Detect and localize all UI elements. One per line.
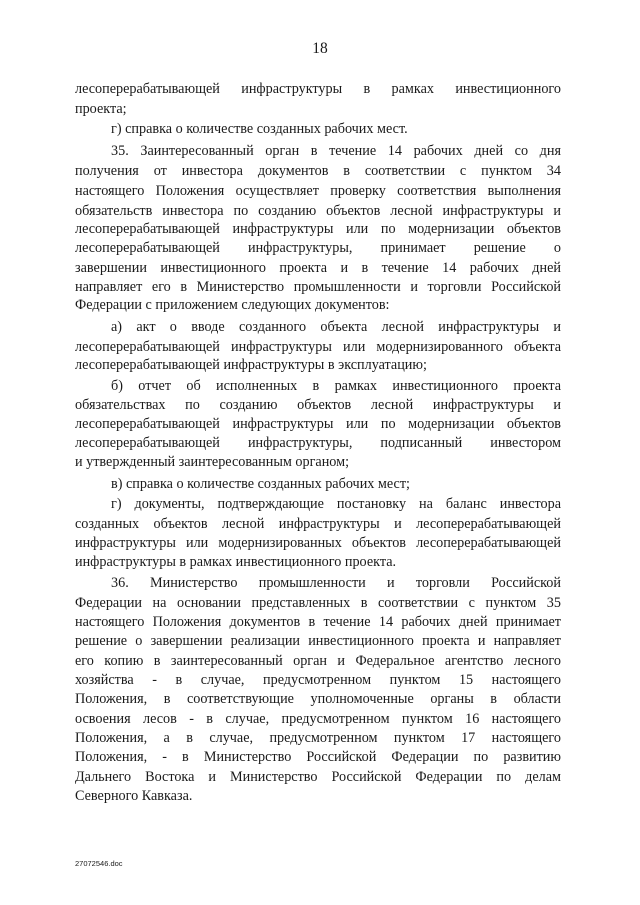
text-line: Положения, - в Министерство Российской Федерации по развитию (75, 749, 561, 765)
text-line: освоения лесов - в случае, предусмотренном пунктом 16 настоящего (75, 711, 561, 727)
text-line: лесоперерабатывающей инфраструктуры или по модернизации объектов (75, 416, 561, 432)
text-line: завершении инвестиционного проекта и в течение 14 рабочих дней (75, 260, 561, 276)
text-line: его копию в заинтересованный орган и Федеральное агентство лесного (75, 653, 561, 669)
text-line: а) акт о вводе созданного объекта лесной инфраструктуры и (111, 319, 561, 335)
text-line: Положения, а в случае, предусмотренном пунктом 17 настоящего (75, 730, 561, 746)
text-line: направляет его в Министерство промышленности и торговли Российской (75, 279, 561, 295)
text-line: обязательствах по созданию объектов лесной инфраструктуры и (75, 397, 561, 413)
text-line: настоящего Положения осуществляет проверку соответствия выполнения (75, 183, 561, 199)
text-line: в) справка о количестве созданных рабочих мест; (111, 476, 410, 492)
text-line: 36. Министерство промышленности и торговли Российской (111, 575, 561, 591)
text-line: лесоперерабатывающей инфраструктуры или по модернизации объектов (75, 221, 561, 237)
text-line: получения от инвестора документов в соответствии с пунктом 34 (75, 163, 561, 179)
text-line: хозяйства - в случае, предусмотренном пунктом 15 настоящего (75, 672, 561, 688)
text-line: и утвержденный заинтересованным органом; (75, 454, 350, 470)
text-line: Северного Кавказа. (75, 788, 193, 804)
text-line: г) документы, подтверждающие постановку на баланс инвестора (111, 496, 561, 512)
text-line: проекта; (75, 101, 127, 117)
text-line: инфраструктуры в рамках инвестиционного проекта. (75, 554, 397, 570)
text-line: инфраструктуры или модернизированных объектов лесоперерабатывающей (75, 535, 561, 551)
text-line: обязательств инвестора по созданию объектов лесной инфраструктуры и (75, 203, 561, 219)
text-line: г) справка о количестве созданных рабочих мест. (111, 121, 408, 137)
text-line: Федерации на основании представленных в соответствии с пунктом 35 (75, 595, 561, 611)
text-line: решение о завершении реализации инвестиционного проекта и направляет (75, 633, 561, 649)
text-line: лесоперерабатывающей инфраструктуры в эксплуатацию; (75, 357, 427, 373)
text-line: настоящего Положения документов в течение 14 рабочих дней принимает (75, 614, 561, 630)
text-line: б) отчет об исполненных в рамках инвестиционного проекта (111, 378, 561, 394)
file-name-footer: 27072546.doc (75, 859, 123, 868)
text-line: Положения, в соответствующие уполномоченные органы в области (75, 691, 561, 707)
text-line: 35. Заинтересованный орган в течение 14 рабочих дней со дня (111, 143, 561, 159)
text-line: Дальнего Востока и Министерство Российской Федерации по делам (75, 769, 561, 785)
text-line: лесоперерабатывающей инфраструктуры или модернизированного объекта (75, 339, 561, 355)
text-line: созданных объектов лесной инфраструктуры и лесоперерабатывающей (75, 516, 561, 532)
text-line: лесоперерабатывающей инфраструктуры, подписанный инвестором (75, 435, 561, 451)
text-line: лесоперерабатывающей инфраструктуры, принимает решение о (75, 240, 561, 256)
text-line: лесоперерабатывающей инфраструктуры в рамках инвестиционного (75, 81, 561, 97)
text-line: Федерации с приложением следующих документов: (75, 297, 390, 313)
page-number: 18 (312, 40, 328, 57)
